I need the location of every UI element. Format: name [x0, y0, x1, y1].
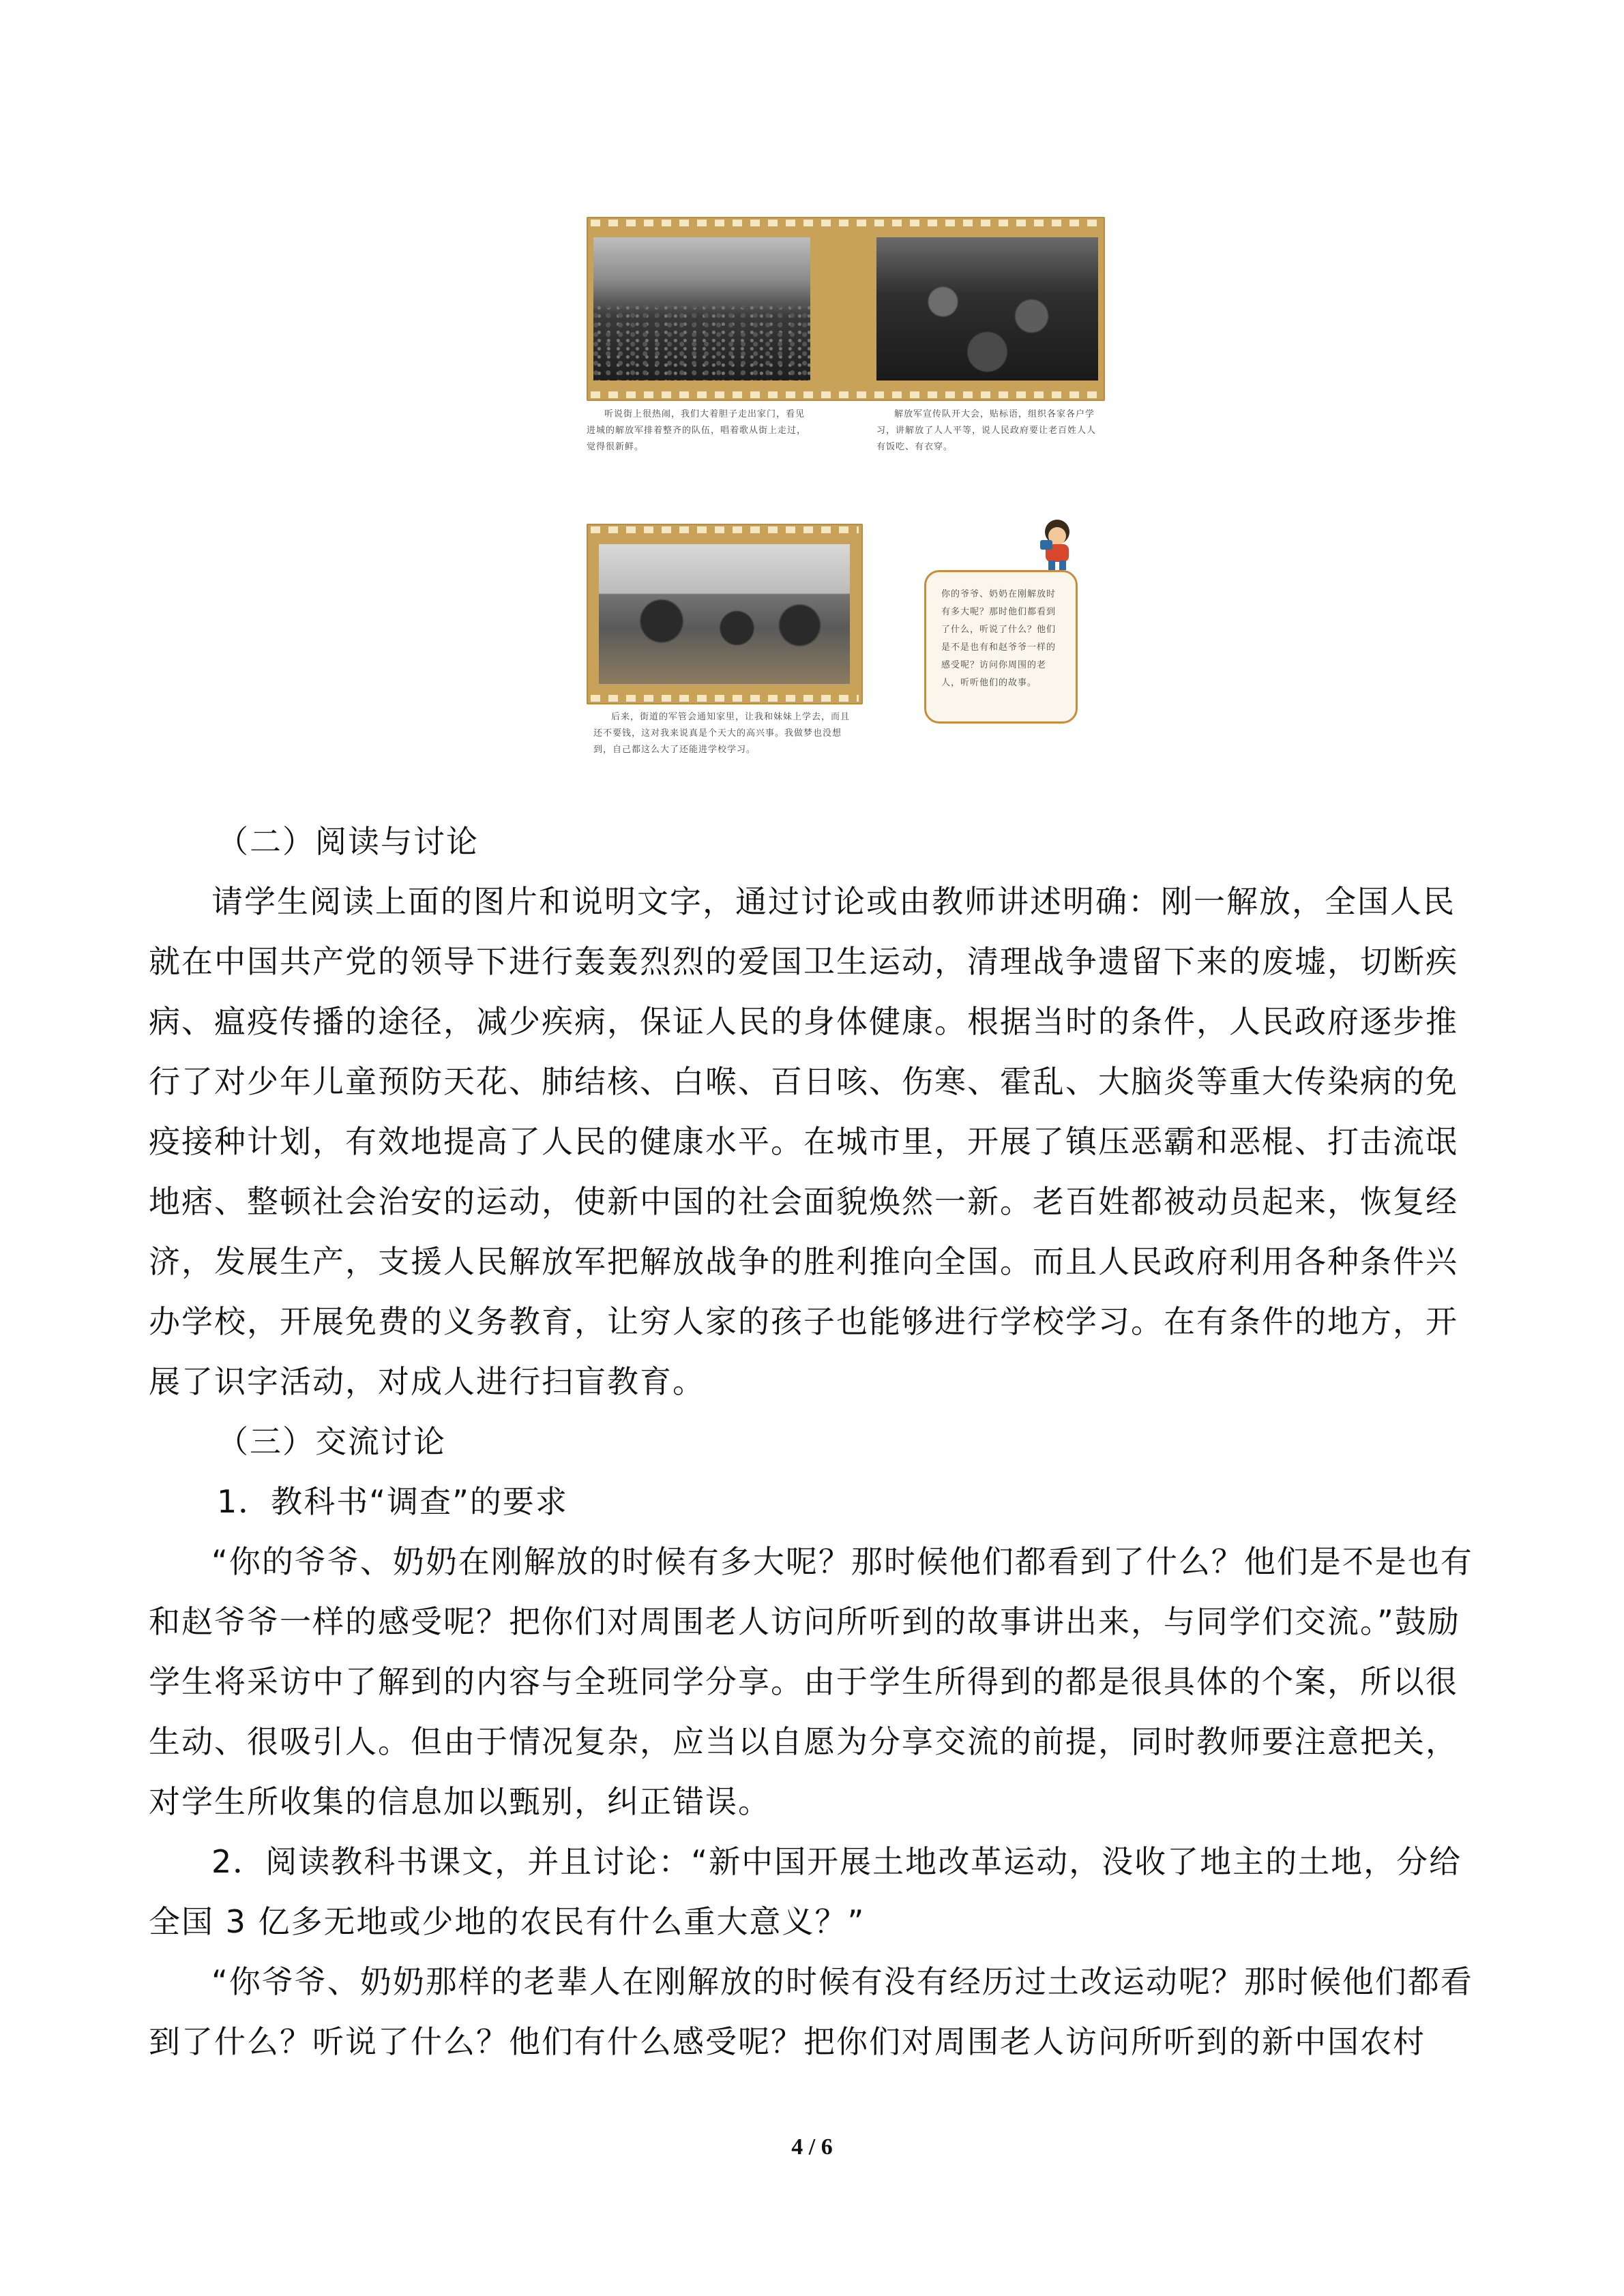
section-2-paragraph: 请学生阅读上面的图片和说明文字，通过讨论或由教师讲述明确：刚一解放，全国人民就在中国共产党的领导下进行轰轰烈烈的爱国卫生运动，清理战争遗留下来的废墟，切断疾病、瘟疫传播的途径，减少疾病，保证人民的身体健康。根据当时的条件，人民政府逐步推行了对少年儿童预防天花、肺结核、白喉、百日咳、伤寒、霍乱、大脑炎等重大传染病的免疫接种计划，有效地提高了人民的健康水平。在城市里，开展了镇压恶霸和恶棍、打击流氓地痞、整顿社会治安的运动，使新中国的社会面貌焕然一新。老百姓都被动员起来，恢复经济，发展生产，支援人民解放军把解放战争的胜利推向全国。而且人民政府利用各种条件兴办学校，开展免费的义务教育，让穷人家的孩子也能够进行学校学习。在有条件的地方，开展了识字活动，对成人进行扫盲教育。 [149, 883, 1458, 1400]
filmstrip-top [587, 217, 1105, 401]
item-2-quote: “你爷爷、奶奶那样的老辈人在刚解放的时候有没有经历过土改运动呢？那时候他们都看到了什么？听说了什么？他们有什么感受呢？把你们对周围老人访问所听到的新中国农村 [149, 1963, 1473, 2060]
photo-street-parade [593, 237, 810, 381]
film-perforation [591, 526, 859, 533]
page-number: 4 / 6 [791, 2134, 833, 2160]
figure-caption-2: 解放军宣传队开大会，贴标语，组织各家各户学习，讲解放了人人平等，说人民政府要让老百姓人人有饭吃、有衣穿。 [876, 409, 1097, 452]
section-2-title: （二）阅读与讨论 [217, 823, 479, 860]
section-3-title: （三）交流讨论 [217, 1423, 446, 1460]
film-perforation [591, 220, 1101, 226]
item-2-paragraph: 2．阅读教科书课文，并且讨论：“新中国开展土地改革运动，没收了地主的土地，分给全国 3 亿多无地或少地的农民有什么重大意义？” [149, 1843, 1462, 1940]
speech-bubble: 你的爷爷、奶奶在刚解放时有多大呢？那时他们都看到了什么，听说了什么？他们是不是也有和赵爷爷一样的感受呢？访问你周围的老人，听听他们的故事。 [924, 570, 1078, 724]
photo-propaganda-meeting [876, 237, 1098, 381]
item-1-title: 1．教科书“调查”的要求 [217, 1483, 568, 1520]
photo-classroom [599, 544, 850, 684]
textbook-figure [587, 217, 1119, 800]
film-perforation [591, 695, 859, 702]
cartoon-child-icon [1033, 517, 1081, 571]
item-1-paragraph: “你的爷爷、奶奶在刚解放的时候有多大呢？那时候他们都看到了什么？他们是不是也有和赵爷爷一样的感受呢？把你们对周围老人访问所听到的故事讲出来，与同学们交流。”鼓励学生将采访中了解到的内容与全班同学分享。由于学生所得到的都是很具体的个案，所以很生动、很吸引人。但由于情况复杂，应当以自愿为分享交流的前提，同时教师要注意把关，对学生所收集的信息加以甄别，纠正错误。 [149, 1543, 1473, 1820]
film-perforation [591, 391, 1101, 398]
figure-caption-3: 后来，街道的军管会通知家里，让我和妹妹上学去，而且还不要钱，这对我来说真是个天大的高兴事。我做梦也没想到，自己都这么大了还能进学校学习。 [593, 712, 851, 755]
filmstrip-bottom [587, 524, 863, 704]
figure-caption-1: 听说街上很热闹，我们大着胆子走出家门，看见进城的解放军排着整齐的队伍，唱着歌从街上走过，觉得很新鲜。 [587, 409, 807, 452]
